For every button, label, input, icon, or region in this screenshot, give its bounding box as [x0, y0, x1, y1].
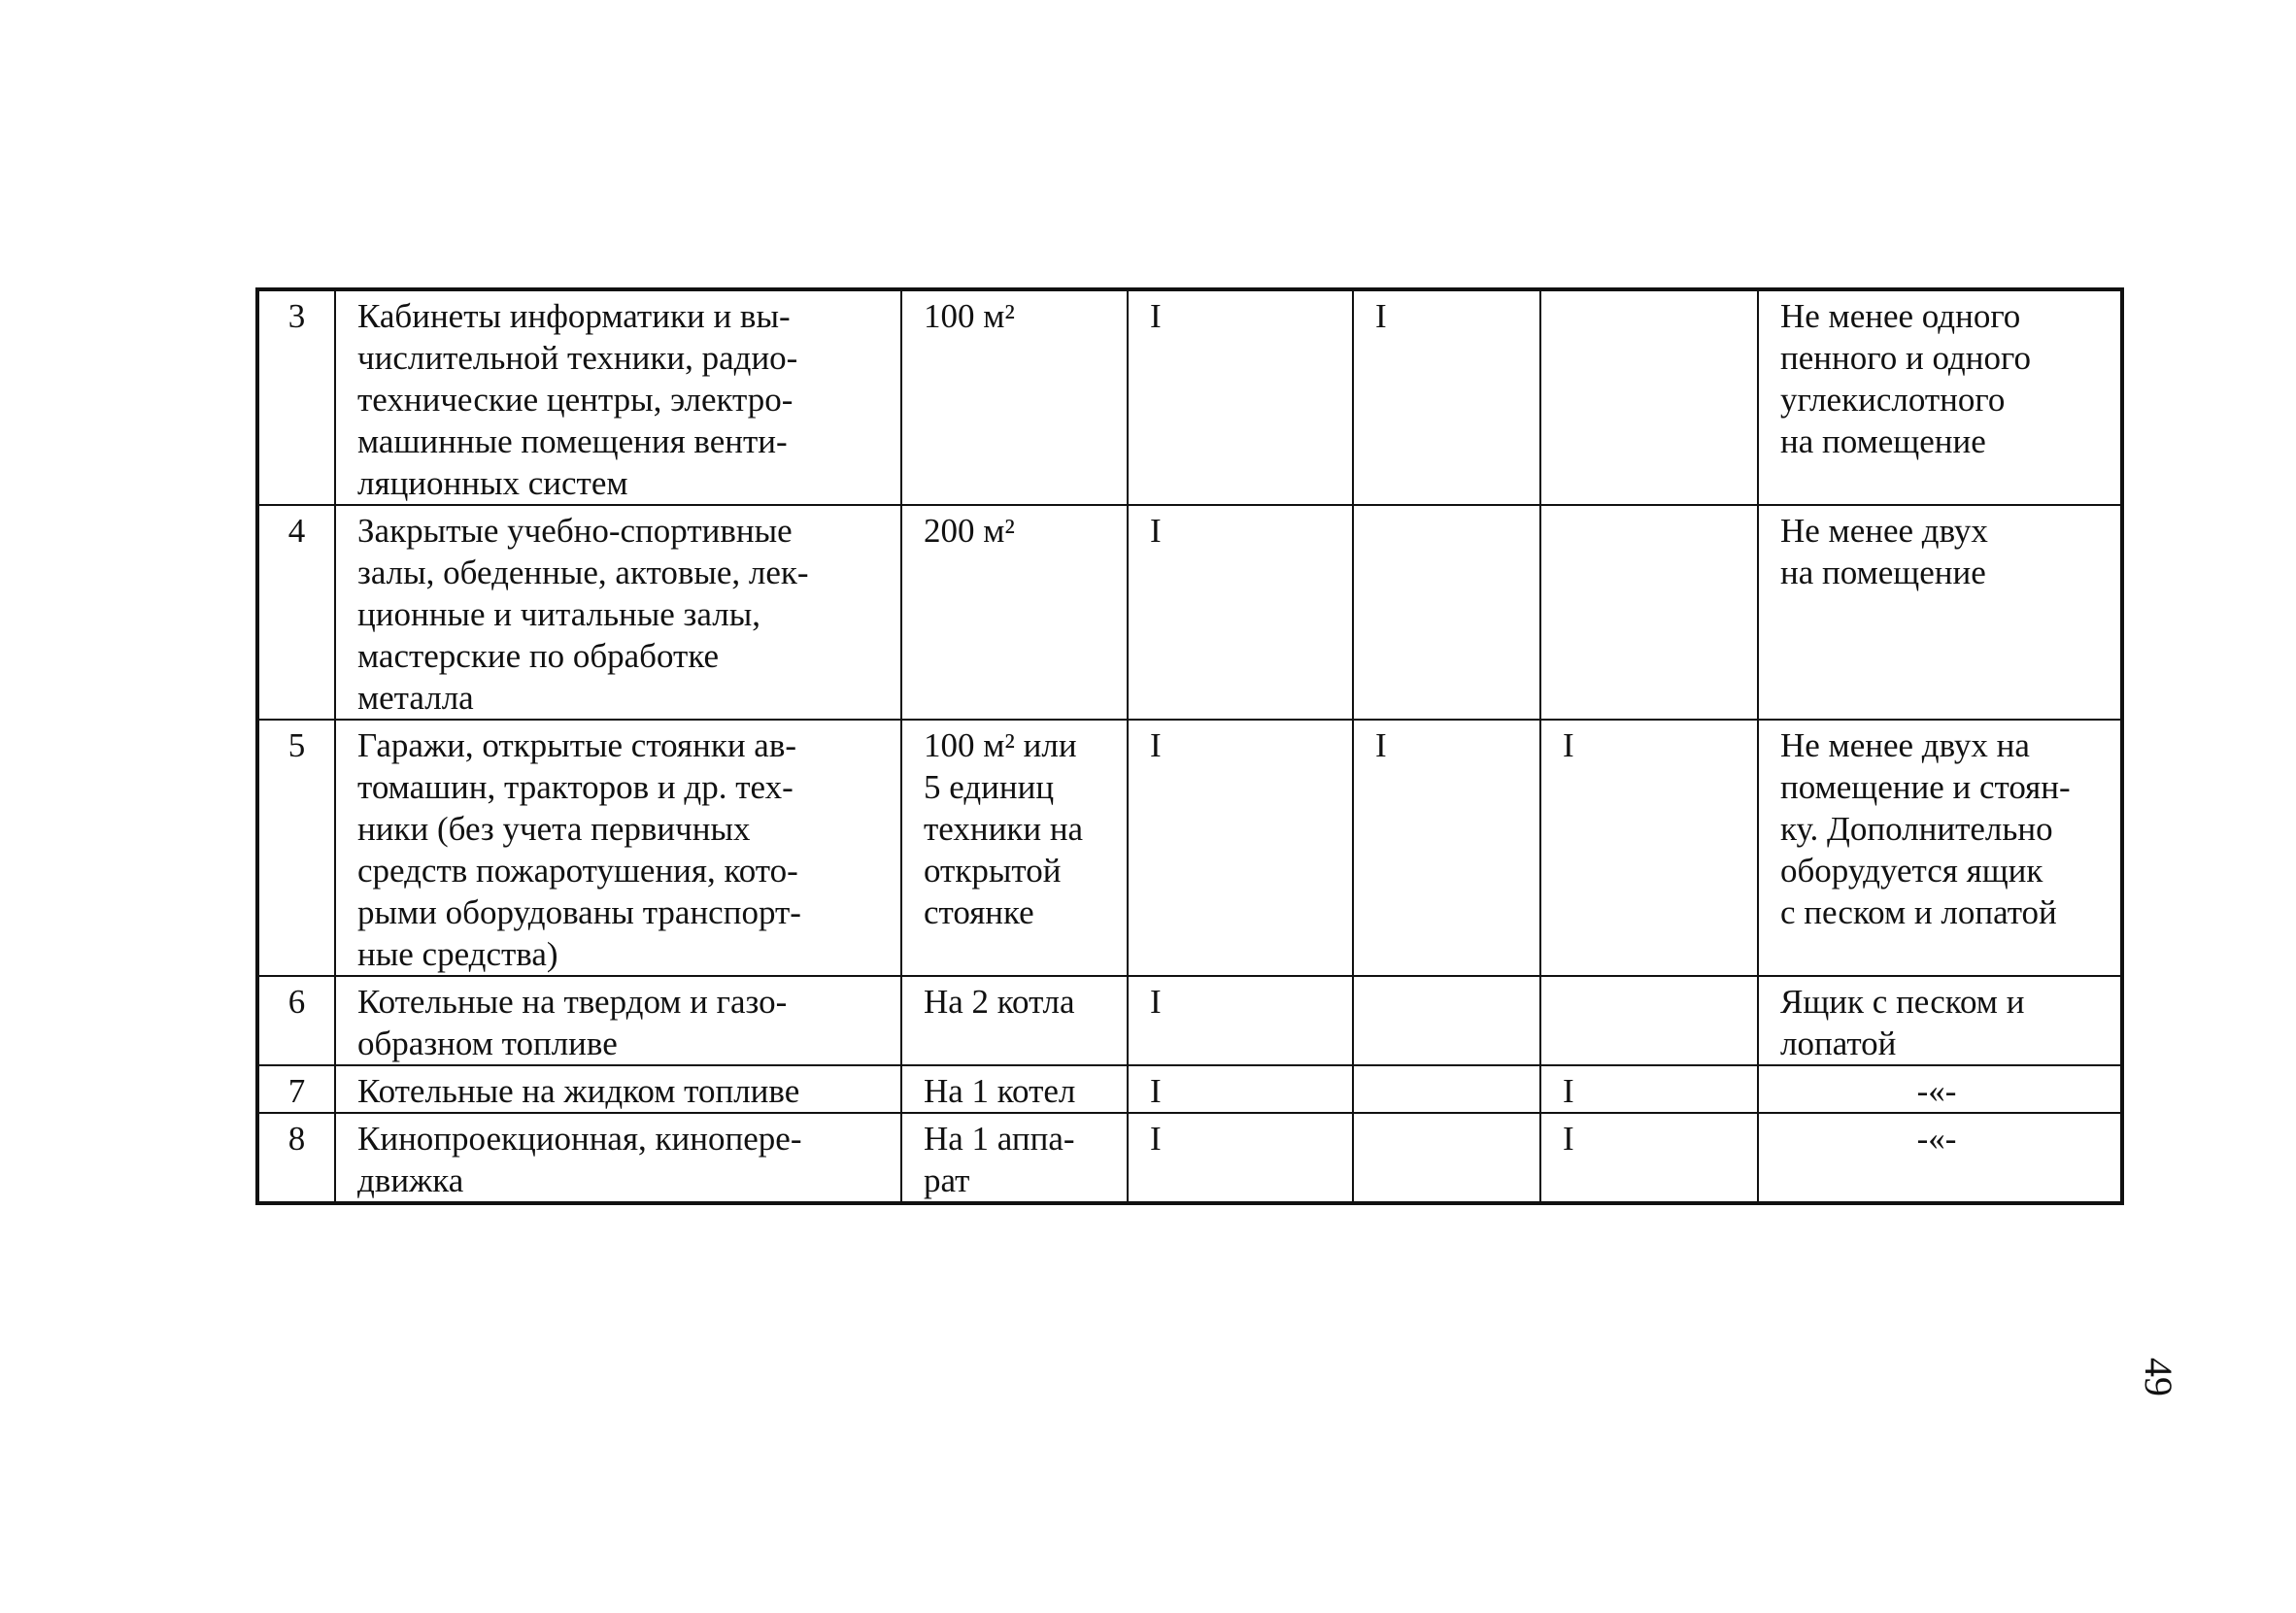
note-line: Не менее двух на — [1780, 726, 2030, 764]
table-body — [257, 289, 2122, 1203]
premises-line: средств пожаротушения, кото- — [357, 852, 798, 890]
extinguisher-type-3-cell — [1540, 289, 1758, 505]
fire-equipment-table — [255, 287, 2124, 1205]
note-cell — [1758, 289, 2122, 505]
area-norm-cell — [901, 1065, 1128, 1113]
premises-line: залы, обеденные, актовые, лек- — [357, 554, 809, 591]
area-norm-line: 200 м² — [924, 512, 1015, 550]
premises-line: образном топливе — [357, 1025, 618, 1062]
premises-line: Кабинеты информатики и вы- — [357, 297, 791, 335]
note-line: на помещение — [1780, 422, 1986, 460]
extinguisher-type-3-cell: I — [1540, 720, 1758, 976]
extinguisher-type-3-cell: I — [1540, 1065, 1758, 1113]
area-norm-line: 100 м² — [924, 297, 1015, 335]
row-number-cell: 5 — [257, 720, 335, 976]
page-number: 49 — [2137, 1358, 2180, 1396]
extinguisher-type-3-cell — [1540, 976, 1758, 1065]
table-row — [257, 1113, 2122, 1203]
premises-line: движка — [357, 1161, 464, 1199]
area-norm-cell — [901, 505, 1128, 720]
extinguisher-type-2-cell — [1353, 505, 1540, 720]
extinguisher-type-1-cell: I — [1128, 289, 1353, 505]
area-norm-line: техники на — [924, 810, 1084, 848]
extinguisher-type-2-cell: I — [1353, 289, 1540, 505]
note-cell — [1758, 505, 2122, 720]
area-norm-line: На 1 аппа- — [924, 1120, 1075, 1158]
note-line: лопатой — [1780, 1025, 1897, 1062]
table-row — [257, 976, 2122, 1065]
premises-line: ционные и читальные залы, — [357, 595, 760, 633]
table-row — [257, 1065, 2122, 1113]
row-number-cell: 6 — [257, 976, 335, 1065]
extinguisher-type-1-cell: I — [1128, 1113, 1353, 1203]
note-cell — [1758, 1065, 2122, 1113]
premises-line: Котельные на твердом и газо- — [357, 983, 788, 1021]
extinguisher-type-1-cell: I — [1128, 720, 1353, 976]
premises-line: технические центры, электро- — [357, 381, 793, 419]
note-cell — [1758, 1113, 2122, 1203]
premises-line: рыми оборудованы транспорт- — [357, 893, 801, 931]
note-line: пенного и одного — [1780, 339, 2031, 377]
extinguisher-type-2-cell — [1353, 976, 1540, 1065]
premises-line: томашин, тракторов и др. тех- — [357, 768, 793, 806]
premises-line: металла — [357, 679, 474, 717]
extinguisher-type-1-cell: I — [1128, 1065, 1353, 1113]
premises-cell — [335, 1065, 901, 1113]
premises-cell — [335, 976, 901, 1065]
premises-line: числительной техники, радио- — [357, 339, 798, 377]
area-norm-line: открытой — [924, 852, 1062, 890]
premises-cell — [335, 1113, 901, 1203]
row-number-cell: 8 — [257, 1113, 335, 1203]
row-number-cell: 4 — [257, 505, 335, 720]
note-line: ку. Дополнительно — [1780, 810, 2053, 848]
area-norm-line: рат — [924, 1161, 970, 1199]
row-number-cell: 3 — [257, 289, 335, 505]
note-cell — [1758, 976, 2122, 1065]
extinguisher-type-1-cell: I — [1128, 505, 1353, 720]
area-norm-line: 100 м² или — [924, 726, 1077, 764]
premises-line: Котельные на жидком топливе — [357, 1072, 800, 1110]
note-cell — [1758, 720, 2122, 976]
premises-line: Кинопроекционная, кинопере- — [357, 1120, 802, 1158]
extinguisher-type-1-cell: I — [1128, 976, 1353, 1065]
note-line: с песком и лопатой — [1780, 893, 2057, 931]
area-norm-cell — [901, 1113, 1128, 1203]
area-norm-line: На 2 котла — [924, 983, 1075, 1021]
premises-line: Закрытые учебно-спортивные — [357, 512, 793, 550]
note-line: Ящик с песком и — [1780, 983, 2025, 1021]
premises-cell — [335, 720, 901, 976]
note-line: помещение и стоян- — [1780, 768, 2071, 806]
premises-line: машинные помещения венти- — [357, 422, 788, 460]
area-norm-line: На 1 котел — [924, 1072, 1076, 1110]
area-norm-cell — [901, 976, 1128, 1065]
note-line: углекислотного — [1780, 381, 2006, 419]
note-line: Не менее двух — [1780, 512, 1988, 550]
note-line: Не менее одного — [1780, 297, 2021, 335]
table-row — [257, 505, 2122, 720]
note-line: -«- — [1916, 1072, 1957, 1110]
area-norm-line: стоянке — [924, 893, 1034, 931]
premises-line: ляционных систем — [357, 464, 628, 502]
premises-line: ные средства) — [357, 935, 558, 973]
extinguisher-type-2-cell: I — [1353, 720, 1540, 976]
premises-line: Гаражи, открытые стоянки ав- — [357, 726, 797, 764]
area-norm-line: 5 единиц — [924, 768, 1055, 806]
area-norm-cell — [901, 720, 1128, 976]
extinguisher-type-2-cell — [1353, 1113, 1540, 1203]
table-row — [257, 289, 2122, 505]
row-number-cell: 7 — [257, 1065, 335, 1113]
extinguisher-type-3-cell — [1540, 505, 1758, 720]
note-line: на помещение — [1780, 554, 1986, 591]
premises-cell — [335, 289, 901, 505]
note-line: оборудуется ящик — [1780, 852, 2043, 890]
premises-cell — [335, 505, 901, 720]
area-norm-cell — [901, 289, 1128, 505]
note-line: -«- — [1916, 1120, 1957, 1158]
extinguisher-type-3-cell: I — [1540, 1113, 1758, 1203]
extinguisher-type-2-cell — [1353, 1065, 1540, 1113]
premises-line: ники (без учета первичных — [357, 810, 751, 848]
table-row — [257, 720, 2122, 976]
premises-line: мастерские по обработке — [357, 637, 719, 675]
